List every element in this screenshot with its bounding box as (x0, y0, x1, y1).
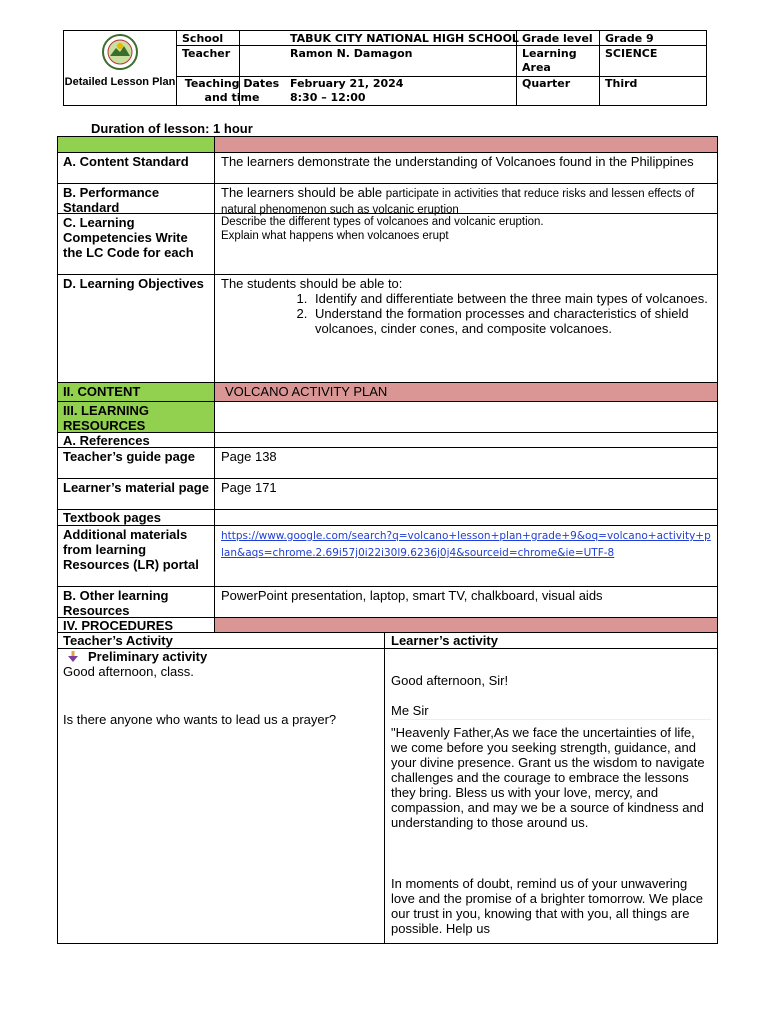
preliminary-heading (58, 649, 207, 664)
dates-value-1: February 21, 2024 (290, 77, 404, 90)
school-seal-logo (102, 34, 138, 70)
divider (599, 31, 600, 105)
additional-materials-link[interactable]: https://www.google.com/search?q=volcano+lesson+plan+grade+9&oq=volcano+activity+plan&aqs=chrome.2.69i57j0i22i30l9.6236j0j4&sourceid=chrome&ie=UTF-8 (221, 530, 711, 559)
additional-materials-value (215, 526, 717, 586)
competency-2: Explain what happens when volcanoes erupt (221, 230, 449, 242)
other-resources-label: B. Other learning Resources (58, 587, 215, 617)
resources-value (215, 402, 717, 432)
performance-label: B. Performance Standard (58, 184, 215, 213)
content-standard-value: The learners demonstrate the understanding of Volcanoes found in the Philippines (221, 154, 694, 169)
area-value: SCIENCE (605, 47, 658, 60)
quarter-value: Third (605, 77, 638, 90)
learners-material-row (57, 478, 718, 509)
teachers-guide-label: Teacher’s guide page (58, 448, 215, 478)
performance-value-part-2: participate in activities that reduce risks and lessen effects of natural phenomenon such as volcanic eruption (221, 188, 695, 216)
references-row (57, 432, 718, 447)
competency-1: Describe the different types of volcanoes and volcanic eruption. (221, 216, 544, 228)
performance-value-part-1: The learners should be able (221, 185, 386, 200)
learner-activity-header: Learner’s activity (391, 633, 498, 648)
school-label: School (182, 32, 224, 45)
objectives-row (57, 274, 718, 382)
objective-item: 1. Identify and differentiate between the three main types of volcanoes. (311, 291, 711, 306)
other-resources-value: PowerPoint presentation, laptop, smart TV, chalkboard, visual aids (221, 588, 603, 603)
objectives-intro: The students should be able to: (221, 276, 403, 291)
dates-label: Teaching Dates and time (184, 77, 280, 104)
procedures-label: IV. PROCEDURES (58, 618, 215, 632)
competencies-label: C. Learning Competencies Write the LC Code for each (58, 214, 215, 274)
teacher-prayer-question: Is there anyone who wants to lead us a prayer? (63, 712, 337, 727)
objectives-label: D. Learning Objectives (58, 275, 215, 382)
performance-row (57, 183, 718, 216)
references-value (215, 433, 717, 447)
document-title: Detailed Lesson Plan (64, 76, 176, 88)
duration-text: Duration of lesson: 1 hour (91, 121, 253, 136)
teachers-guide-row (57, 447, 718, 478)
other-resources-row (57, 586, 718, 617)
learner-prayer-paragraph-2: In moments of doubt, remind us of your unwavering love and the promise of a brighter tomorrow. We place our trust in you, knowing that with you, all things are possible. Help us (391, 876, 703, 936)
color-band-row (57, 136, 718, 152)
learner-activity-column (385, 649, 717, 943)
references-label: A. References (58, 433, 215, 447)
procedures-row (57, 617, 718, 632)
activity-body-row (57, 648, 718, 944)
teachers-guide-value: Page 138 (221, 449, 277, 464)
resources-row (57, 401, 718, 432)
learners-material-value: Page 171 (221, 480, 277, 495)
grade-label: Grade level (522, 32, 593, 45)
objective-item: 2. Understand the formation processes and characteristics of shield volcanoes, cinder cones, and composite volcanoes. (311, 306, 711, 336)
learner-volunteer: Me Sir (391, 703, 429, 718)
content-standard-row (57, 152, 718, 183)
dates-value-2: 8:30 – 12:00 (290, 91, 366, 104)
textbook-label: Textbook pages (58, 510, 215, 525)
additional-materials-row (57, 525, 718, 586)
pink-cell (215, 137, 717, 152)
grade-value: Grade 9 (605, 32, 654, 45)
textbook-value (215, 510, 717, 525)
content-row (57, 382, 718, 401)
area-label: Learning Area (522, 47, 577, 74)
teacher-activity-column (58, 649, 385, 943)
textbook-row (57, 509, 718, 525)
logo-cell (64, 31, 177, 105)
objectives-value (215, 275, 717, 382)
teacher-activity-header: Teacher’s Activity (58, 633, 385, 648)
quarter-label: Quarter (522, 77, 571, 90)
competencies-row (57, 213, 718, 274)
performance-value (215, 184, 717, 216)
learners-material-label: Learner’s material page (58, 479, 215, 509)
content-standard-label: A. Content Standard (58, 153, 215, 183)
school-value: TABUK CITY NATIONAL HIGH SCHOOL (290, 32, 519, 45)
teacher-label: Teacher (182, 47, 231, 60)
content-value: VOLCANO ACTIVITY PLAN (215, 383, 717, 401)
activity-header-row (57, 632, 718, 648)
arrow-down-icon (68, 651, 78, 662)
divider (391, 719, 711, 720)
preliminary-label: Preliminary activity (88, 649, 208, 664)
learner-greeting: Good afternoon, Sir! (391, 673, 509, 688)
resources-label: III. LEARNING RESOURCES (58, 402, 215, 432)
green-cell (58, 137, 215, 152)
teacher-greeting: Good afternoon, class. (63, 664, 194, 679)
objectives-list (221, 291, 711, 336)
teacher-value: Ramon N. Damagon (290, 47, 413, 60)
header-table (63, 30, 707, 106)
additional-materials-label: Additional materials from learning Resources (LR) portal (58, 526, 215, 586)
content-label: II. CONTENT (58, 383, 215, 401)
procedures-value (215, 618, 717, 632)
competencies-value (215, 214, 717, 274)
learner-prayer-paragraph-1: "Heavenly Father,As we face the uncertainties of life, we come before you seeking strength, guidance, and your divine presence. Grant us the wisdom to navigate challenges and the courage to embrace the lessons they bring. Bless us with your love, mercy, and compassion, and may we be a source of kindness and understanding to those around us. (391, 725, 705, 830)
